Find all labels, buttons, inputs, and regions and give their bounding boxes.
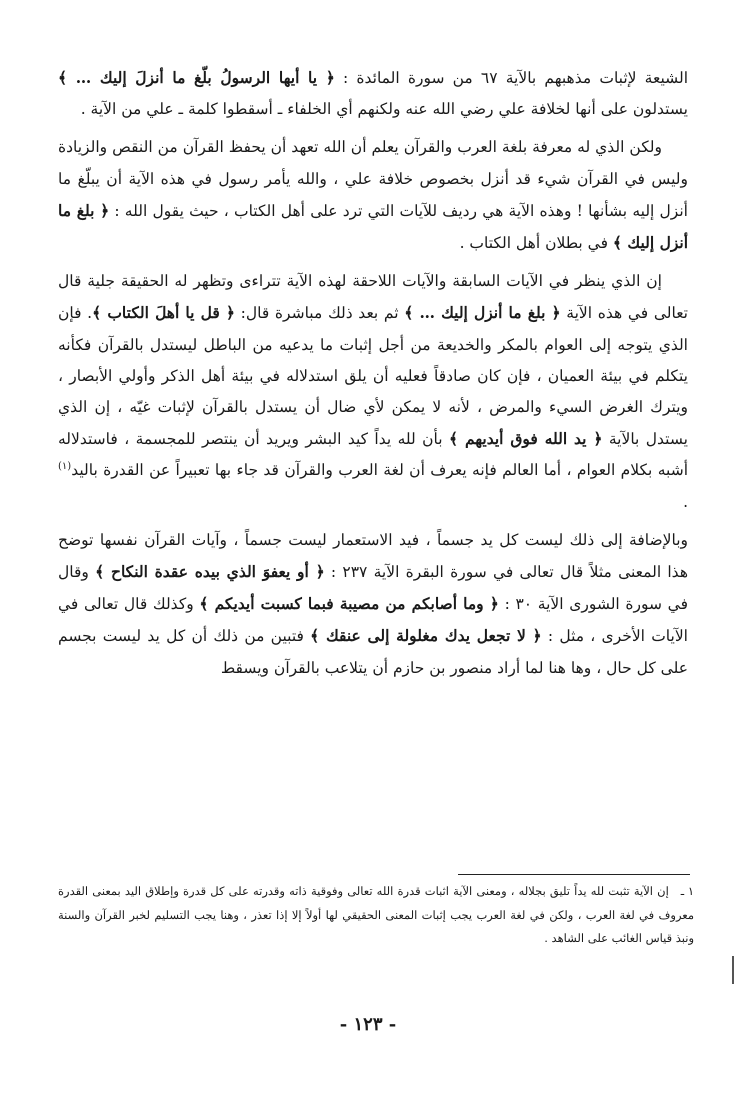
footnote-divider: [458, 874, 690, 875]
quran-verse: ﴿ وما أصابكم من مصيبة فبما كسبت أيديكم ﴾: [199, 594, 499, 614]
text-run: فتبين من ذلك أن كل يد ليست بجسم على كل حال ، وها هنا لما أراد منصور بن حازم أن يتلاعب بالقرآن ويسقط: [58, 627, 688, 677]
text-run: وبالإضافة إلى ذلك ليست كل يد جسماً ، فيد الاستعمار ليست جسماً ، وآيات القرآن نفسها توضح هذا المعنى مثلاً قال تعالى في سورة البقرة الآية ٢٣٧ :: [58, 530, 688, 582]
text-run: وكذلك قال تعالى في الآيات الأخرى ، مثل :: [58, 595, 688, 646]
quran-verse: ﴿ بلغ ما أنزل إليك ﴾: [58, 200, 688, 253]
footnotes: [58, 880, 694, 951]
paragraph-3: [58, 266, 688, 518]
text-run: في بطلان أهل الكتاب .: [459, 234, 613, 253]
scan-edge-mark: [732, 956, 734, 984]
paragraph-4: [58, 525, 688, 684]
text-run: وقال في سورة الشورى الآية ٣٠ :: [58, 563, 688, 614]
text-run: . فإن الذي يتوجه إلى العوام بالمكر والخديعة من أجل إثبات ما يدعيه من الباطل ليستدل بالقرآن فكأنه يتكلم في بيئة العميان ، فإن كان صادقاً فعليه أن يلق استدلاله في بيئة أهل الذكر وأولي الأبصار ، ويترك الغرض السيء والمرض ، لأنه لا يمكن لأي ضال أن يستدل بالقرآن لإثبات غيّه ، إن الذي يستدل بالآية: [58, 304, 688, 449]
text-run: بأن لله يداً كيد البشر ويريد أن ينتصر للمجسمة ، فاستدلاله أشبه بكلام العوام ، أما العالم فإنه يعرف أن لغة العرب والقرآن قد جاء بها تعبيراً عن القدرة باليد: [58, 430, 688, 480]
quran-verse: ﴿ بلغ ما أنزل إليك … ﴾: [404, 303, 561, 323]
body-text: [58, 62, 688, 684]
text-run: ثم بعد ذلك مباشرة قال:: [234, 304, 405, 323]
text-run: يستدلون على أنها لخلافة علي رضي الله عنه ولكنهم أي الخلفاء ـ أسقطوا كلمة ـ علي من الآية .: [80, 100, 688, 119]
quran-verse: ﴿ قل يا أهلَ الكتاب ﴾: [92, 303, 235, 323]
text-run: إن الذي ينظر في الآيات السابقة والآيات اللاحقة لهذه الآية تتراءى وتظهر له الحقيقة جلية قال تعالى في هذه الآية: [58, 272, 689, 323]
page-number: - ١٢٣ -: [339, 1014, 397, 1035]
footnote-1: [58, 880, 694, 951]
text-run: .: [683, 492, 688, 511]
text-run: الشيعة لإثبات مذهبهم بالآية ٦٧ من سورة المائدة :: [334, 69, 688, 87]
paragraph-2: [58, 132, 688, 259]
quran-verse: ﴿ يا أيها الرسولُ بلّغ ما أنزلَ إليك … ﴾: [58, 68, 335, 87]
quran-verse: ﴿ لا تجعل يدك مغلولة إلى عنقك ﴾: [310, 626, 542, 646]
quran-verse: ﴿ أو يعفوَ الذي بيده عقدة النكاح ﴾: [95, 562, 325, 582]
text-run: ولكن الذي له معرفة بلغة العرب والقرآن يعلم أن الله تعهد أن يحفظ القرآن من النقص والزيادة وليس في القرآن شيء قد أنزل بخصوص خلافة علي ، والله يأمر رسول في هذه الآية أن يبلّغ ما أنزل إليه بشأنها ! وهذه الآية هي رديف للآيات التي ترد على أهل الكتاب ، حيث يقول الله :: [58, 138, 688, 220]
quran-verse: ﴿ يد الله فوق أيديهم ﴾: [449, 429, 603, 449]
footnote-number: ١ ـ: [680, 884, 694, 898]
footnote-text: إن الآية تثبت لله يداً تليق بجلاله ، ومعنى الآية اثبات قدرة الله تعالى وفوقية ذاته وقدرته على كل قدرة وإطلاق اليد بمعنى القدرة معروف في لغة العرب ، ولكن في لغة العرب يجب إثبات المعنى الحقيقي لها أولاً إلا إذا تعذر ، وهنا يجب التسليم لخبر القرآن والسنة ونبذ قياس الغائب على الشاهد .: [58, 884, 694, 945]
footnote-reference: (١): [58, 461, 72, 473]
paragraph-1: [58, 62, 688, 125]
